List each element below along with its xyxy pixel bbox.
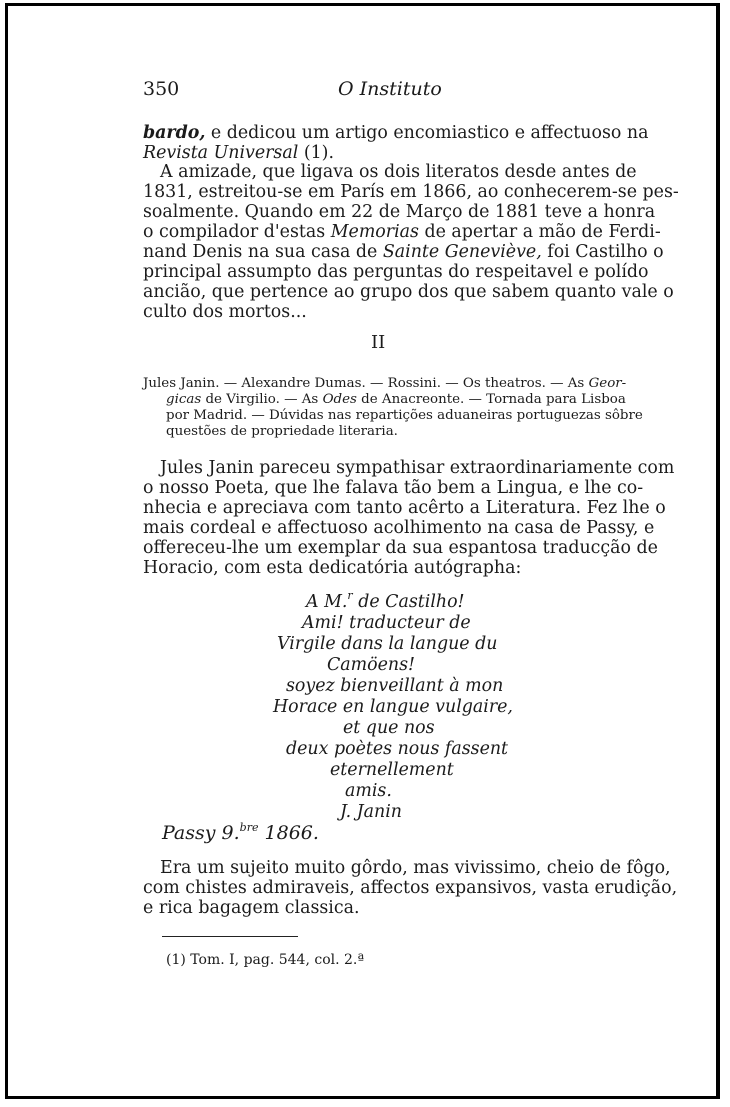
- summary-line: gicas de Virgilio. — As Odes de Anacreonte. — Tornada para Lisboa: [166, 392, 626, 407]
- text-line: com chistes admiraveis, affectos expansivos, vasta erudição,: [143, 878, 678, 898]
- text-line: soalmente. Quando em 22 de Março de 1881 teve a honra: [143, 202, 656, 222]
- dedication-place-date: Passy 9.$^{bre}$ 1866.: [162, 821, 319, 844]
- dedication-line: Virgile dans la langue du: [277, 634, 498, 654]
- text-line: 1831, estreitou-se em París em 1866, ao conhecerem-se pes-: [143, 182, 679, 202]
- text-line: nhecia e apreciava com tanto acêrto a Literatura. Fez lhe o: [143, 498, 666, 518]
- dedication-line: Horace en langue vulgaire,: [273, 697, 513, 717]
- text-line: offereceu-lhe um exemplar da sua espantosa traducção de: [143, 538, 658, 558]
- text-line: Horacio, com esta dedicatória autógrapha:: [143, 558, 522, 578]
- page-number: 350: [143, 78, 180, 100]
- text-line: principal assumpto das perguntas do respeitavel e polído: [143, 262, 649, 282]
- summary-line: Jules Janin. — Alexandre Dumas. — Rossini. — Os theatros. — As Geor-: [143, 376, 627, 391]
- running-title: O Instituto: [338, 78, 442, 100]
- footnote: (1) Tom. I, pag. 544, col. 2.ª: [166, 952, 365, 968]
- dedication-line: Camöens!: [327, 655, 416, 675]
- dedication-signature: J. Janin: [340, 802, 402, 822]
- footnote-rule: [162, 936, 298, 937]
- dedication-line: A M.$^r$ de Castilho!: [306, 589, 465, 612]
- text-line: o nosso Poeta, que lhe falava tão bem a Lingua, e lhe co-: [143, 478, 644, 498]
- text-line: A amizade, que ligava os dois literatos desde antes de: [160, 162, 637, 182]
- section-numeral: II: [371, 332, 386, 353]
- text-line: Revista Universal (1).: [143, 143, 334, 163]
- text-line: ancião, que pertence ao grupo dos que sabem quanto vale o: [143, 282, 674, 302]
- text-line: culto dos mortos...: [143, 302, 307, 322]
- text-line: nand Denis na sua casa de Sainte Geneviève, foi Castilho o: [143, 242, 664, 262]
- dedication-line: et que nos: [343, 718, 435, 738]
- text-line: mais cordeal e affectuoso acolhimento na casa de Passy, e: [143, 518, 655, 538]
- dedication-line: amis.: [345, 781, 392, 801]
- dedication-line: deux poètes nous fassent: [286, 739, 509, 759]
- dedication-line: eternellement: [330, 760, 454, 780]
- dedication-line: soyez bienveillant à mon: [286, 676, 504, 696]
- text-line: Jules Janin pareceu sympathisar extraordinariamente com: [160, 458, 675, 478]
- summary-line: questões de propriedade literaria.: [166, 424, 398, 439]
- dedication-line: Ami! traducteur de: [302, 613, 471, 633]
- text-line: e rica bagagem classica.: [143, 898, 360, 918]
- text-line: o compilador d'estas Memorias de apertar a mão de Ferdi-: [143, 222, 661, 242]
- text-line: Era um sujeito muito gôrdo, mas vivissimo, cheio de fôgo,: [160, 858, 671, 878]
- text-line: bardo, e dedicou um artigo encomiastico e affectuoso na: [143, 123, 649, 143]
- summary-line: por Madrid. — Dúvidas nas repartições aduaneiras portuguezas sôbre: [166, 408, 643, 423]
